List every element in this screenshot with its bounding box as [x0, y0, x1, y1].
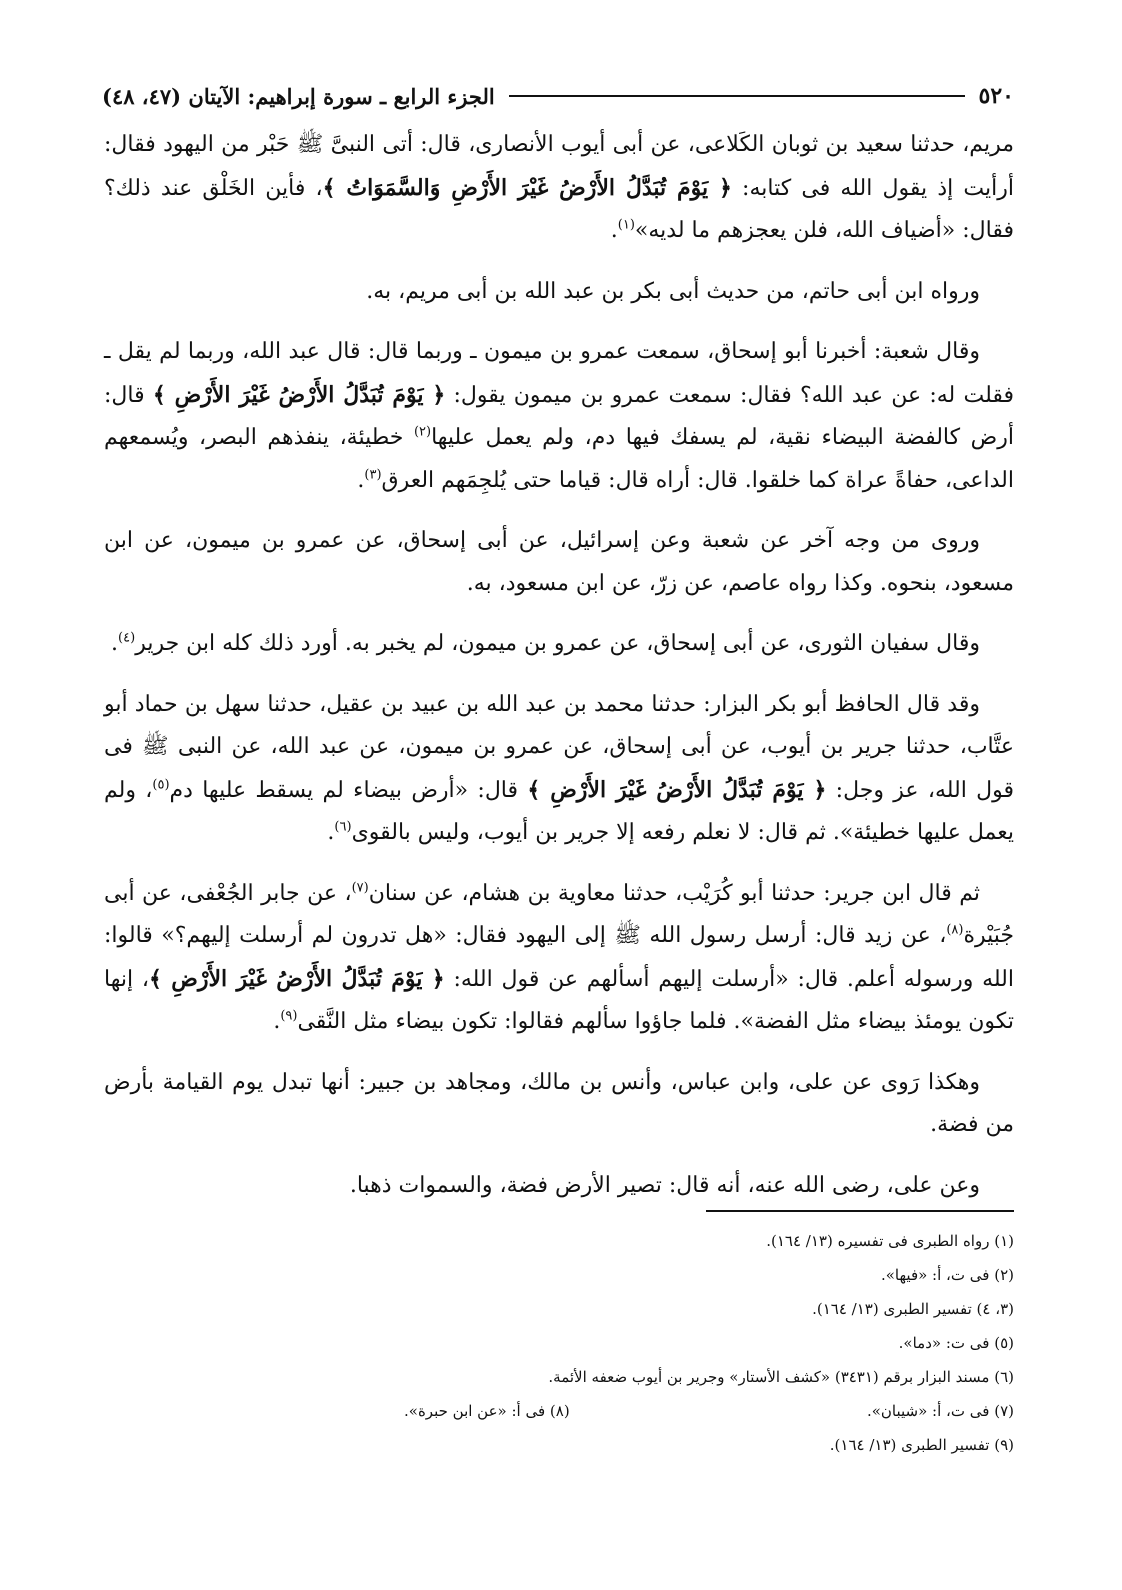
text-span: وعن على، رضى الله عنه، أنه قال: تصير الأرض فضة، والسموات ذهبا.	[349, 1172, 980, 1198]
text-span: .	[327, 820, 335, 845]
footnote-ref: (٨)	[946, 922, 964, 938]
text-span: .	[111, 631, 119, 656]
text-span: ثم قال ابن جرير: حدثنا أبو كُرَيْب، حدثنا معاوية بن هشام، عن سنان	[368, 880, 980, 906]
page-number: ٥٢٠	[978, 83, 1014, 109]
footnote-ref: (٩)	[280, 1008, 298, 1024]
main-text	[104, 124, 1014, 1225]
footnote-ref: (٦)	[334, 819, 352, 835]
header-rule	[509, 95, 965, 97]
footnote-ref: (٢)	[413, 424, 432, 440]
header-title: الجزء الرابع ـ سورة إبراهيم: الآيتان (٤٧، ٤٨)	[102, 83, 495, 109]
footnote-5: (٥) فى ت: «دما».	[898, 1334, 1014, 1352]
footnote-9: (٩) تفسير الطبرى (١٣/ ١٦٤).	[829, 1436, 1014, 1454]
text-span: ، إنها تكون يومئذ بيضاء مثل الفضة». فلما جاؤوا سألهم فقالوا: تكون بيضاء مثل النَّقى	[104, 966, 1014, 1034]
footnote-ref: (١)	[617, 217, 635, 233]
footnote-separator	[706, 1210, 1014, 1212]
paragraph-4	[104, 520, 1014, 605]
footnote-ref: (٥)	[152, 777, 170, 793]
text-span: وقد قال الحافظ أبو بكر البزار: حدثنا محمد بن عبد الله بن عبيد بن عقيل، حدثنا سهل بن حماد أبو عتَّاب، حدثنا جرير بن أيوب، عن أبى إسحاق، عن عمرو بن ميمون، عن عبد الله، عن النبى ﷺ فى قول الله، عز وجل:	[104, 691, 1014, 803]
text-span: قال: «أرض بيضاء لم يسقط عليها دم	[169, 777, 528, 803]
footnote-ref: (٣)	[364, 467, 382, 483]
footnote-3-4: (٣، ٤) تفسير الطبرى (١٣/ ١٦٤).	[812, 1300, 1014, 1318]
text-span: .	[273, 1009, 281, 1034]
paragraph-3	[104, 331, 1014, 502]
footnote-ref: (٤)	[118, 630, 136, 646]
paragraph-8	[104, 1062, 1014, 1147]
paragraph-1	[104, 124, 1014, 253]
quran-quote: ﴿ يَوْمَ تُبَدَّلُ الأَرْضُ غَيْرَ الأَرْضِ وَالسَّمَوَاتُ ﴾	[322, 174, 732, 201]
text-span: .	[357, 467, 365, 493]
text-span: خطيئة، ينفذهم البصر، ويُسمعهم الداعى، حفاةً عراة كما خلقوا. قال: أراه قال: قياما حتى يُلجِمَهم العرق	[104, 425, 1014, 493]
text-span: ورواه ابن أبى حاتم، من حديث أبى بكر بن عبد الله بن أبى مريم، به.	[366, 278, 980, 304]
text-span: قال: أرض كالفضة البيضاء نقية، لم يسفك فيها دم، ولم يعمل عليها	[104, 382, 1014, 450]
footnote-6: (٦) مسند البزار برقم (٣٤٣١) «كشف الأستار» وجرير بن أيوب ضعفه الأئمة.	[548, 1368, 1014, 1386]
paragraph-2	[104, 271, 1014, 314]
text-span: مريم، حدثنا سعيد بن ثوبان الكَلاعى، عن أبى أيوب الأنصارى، قال: أتى النبىَّ ﷺ حَبْر من اليهود فقال: أرأيت إذ يقول الله فى كتابه:	[104, 132, 1014, 201]
footnote-8: (٨) فى أ: «عن ابن حبرة».	[404, 1402, 570, 1420]
footnote-7: (٧) فى ت، أ: «شيبان».	[866, 1402, 1014, 1420]
text-span: ، ولم يعمل عليها خطيئة». ثم قال: لا نعلم رفعه إلا جرير بن أيوب، وليس بالقوى	[104, 777, 1014, 845]
text-span: وهكذا رَوى عن على، وابن عباس، وأنس بن مالك، ومجاهد بن جبير: أنها تبدل يوم القيامة بأرض من فضة.	[104, 1069, 1014, 1137]
text-span: .	[610, 218, 618, 243]
footnote-2: (٢) فى ت، أ: «فيها».	[880, 1266, 1014, 1284]
text-span: ، فأين الخَلْق عند ذلك؟ فقال: «أضياف الله، فلن يعجزهم ما لديه»	[104, 175, 1014, 243]
paragraph-9	[104, 1165, 1014, 1208]
footnote-row-7-8	[104, 1394, 1014, 1428]
paragraph-7	[104, 873, 1014, 1044]
paragraph-5	[104, 623, 1014, 666]
quran-quote: ﴿ يَوْمَ تُبَدَّلُ الأَرْضُ غَيْرَ الأَرْضِ ﴾	[527, 776, 827, 803]
footnote-1: (١) رواه الطبرى فى تفسيره (١٣/ ١٦٤).	[766, 1232, 1014, 1250]
text-span: وقال سفيان الثورى، عن أبى إسحاق، عن عمرو بن ميمون، لم يخبر به. أورد ذلك كله ابن جرير	[135, 631, 980, 656]
footnotes	[104, 1224, 1014, 1462]
paragraph-6	[104, 684, 1014, 855]
text-span: ، عن زيد قال: أرسل رسول الله ﷺ إلى اليهود فقال: «هل تدرون لم أرسلت إليهم؟» قالوا: الله ورسوله أعلم. قال: «أرسلت إليهم أسألهم عن قول الله:	[104, 923, 1014, 992]
footnote-ref: (٧)	[351, 880, 369, 896]
quran-quote: ﴿ يَوْمَ تُبَدَّلُ الأَرْضُ غَيْرَ الأَرْضِ ﴾	[152, 381, 446, 408]
running-header	[102, 78, 1014, 114]
text-span: وروى من وجه آخر عن شعبة وعن إسرائيل، عن أبى إسحاق، عن عمرو بن ميمون، عن ابن مسعود، بنحوه. وكذا رواه عاصم، عن زرّ، عن ابن مسعود، به.	[104, 528, 1014, 596]
quran-quote: ﴿ يَوْمَ تُبَدَّلُ الأَرْضُ غَيْرَ الأَرْضِ ﴾	[148, 965, 445, 992]
text-span: وقال شعبة: أخبرنا أبو إسحاق، سمعت عمرو بن ميمون ـ وربما قال: قال عبد الله، وربما لم يقل ـ فقلت له: عن عبد الله؟ فقال: سمعت عمرو بن ميمون يقول:	[104, 339, 1014, 408]
text-span: ، عن جابر الجُعْفى، عن أبى جُبَيْرة	[104, 880, 1014, 948]
